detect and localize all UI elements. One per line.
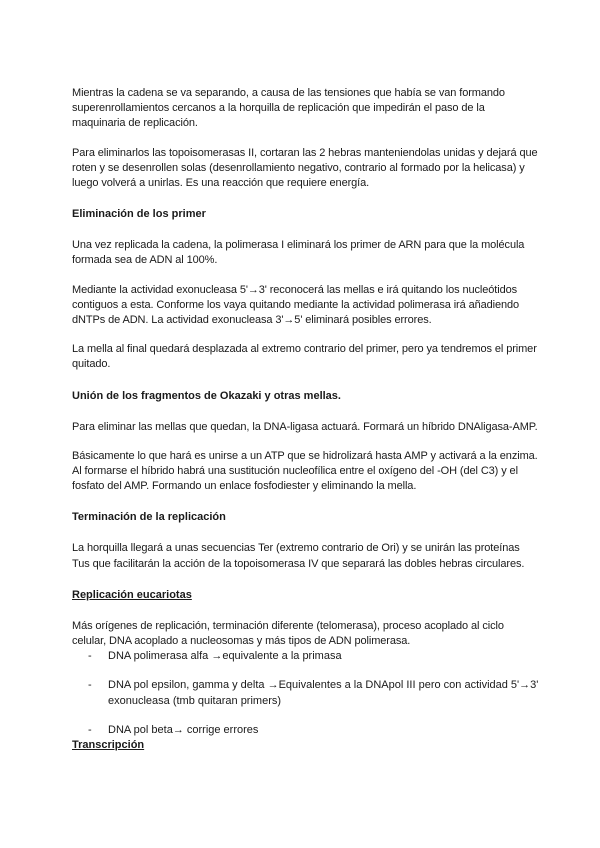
list-item: - DNA pol epsilon, gamma y delta →Equivalentes a la DNApol III pero con actividad 5'→3' exonucleasa (tmb quitaran primers) [88, 679, 539, 707]
dash-bullet: - [88, 723, 92, 736]
heading-transcripcion: Transcripción [72, 739, 145, 752]
paragraph-exonucleasa: Mediante la actividad exonucleasa 5'→3' reconocerá las mellas e irá quitando los nucleótidos contiguos a esta. Conforme los vaya quitando mediante la actividad polimerasa irá añadiendo dNTPs de ADN. La actividad exonucleasa 3'→5' eliminará posibles errores. [72, 283, 520, 327]
paragraph-dna-ligasa: Para eliminar las mellas que quedan, la DNA-ligasa actuará. Formará un híbrido DNAligasa-AMP. [72, 420, 538, 433]
polymerase-list [72, 649, 540, 738]
dash-bullet: - [88, 679, 92, 692]
paragraph-eucariotas: Más orígenes de replicación, terminación diferente (telomerasa), proceso acoplado al ciclo celular, DNA acoplado a nucleosomas y más tipos de ADN polimerasa. [72, 619, 504, 648]
heading-replicacion-eucariotas: Replicación eucariotas [72, 588, 192, 601]
paragraph-mella: La mella al final quedará desplazada al extremo contrario del primer, pero ya tendremos el primer quitado. [72, 343, 537, 371]
list-item: - DNA pol beta→ corrige errores [72, 723, 540, 738]
dash-bullet: - [88, 650, 92, 663]
paragraph-polimerasa-i: Una vez replicada la cadena, la polimerasa I eliminará los primer de ARN para que la molécula formada sea de ADN al 100%. [72, 239, 525, 267]
paragraph-horquilla: La horquilla llegará a unas secuencias Ter (extremo contrario de Ori) y se unirán las proteínas Tus que facilitarán la acción de la topoisomerasa IV que separará las dobles hebras circulares. [72, 542, 525, 570]
paragraph-atp: Básicamente lo que hará es unirse a un ATP que se hidrolizará hasta AMP y activará a la enzima. Al formarse el híbrido habrá una sustitución nucleofílica entre el oxígeno del -OH (del C3) y el fosfato del AMP. Formando un enlace fosfodiester y eliminando la mella. [72, 449, 538, 493]
heading-okazaki: Unión de los fragmentos de Okazaki y otras mellas. [72, 389, 341, 402]
heading-terminacion: Terminación de la replicación [72, 511, 226, 524]
heading-eliminacion-primer: Eliminación de los primer [72, 208, 206, 221]
paragraph-topoisomerasas: Para eliminarlos las topoisomerasas II, cortaran las 2 hebras manteniendolas unidas y dejará que roten y se desenrollen solas (desenrollamiento negativo, contrario al formado por la helicasa) y luego volverá a unirlas. Es una reacción que requiere energía. [72, 146, 538, 190]
paragraph-superenrollamientos: Mientras la cadena se va separando, a causa de las tensiones que había se van formando superenrollamientos cercanos a la horquilla de replicación que impedirán el paso de la maquinaria de replicación. [72, 87, 505, 130]
list-item: - DNA polimerasa alfa →equivalente a la primasa [72, 649, 540, 664]
